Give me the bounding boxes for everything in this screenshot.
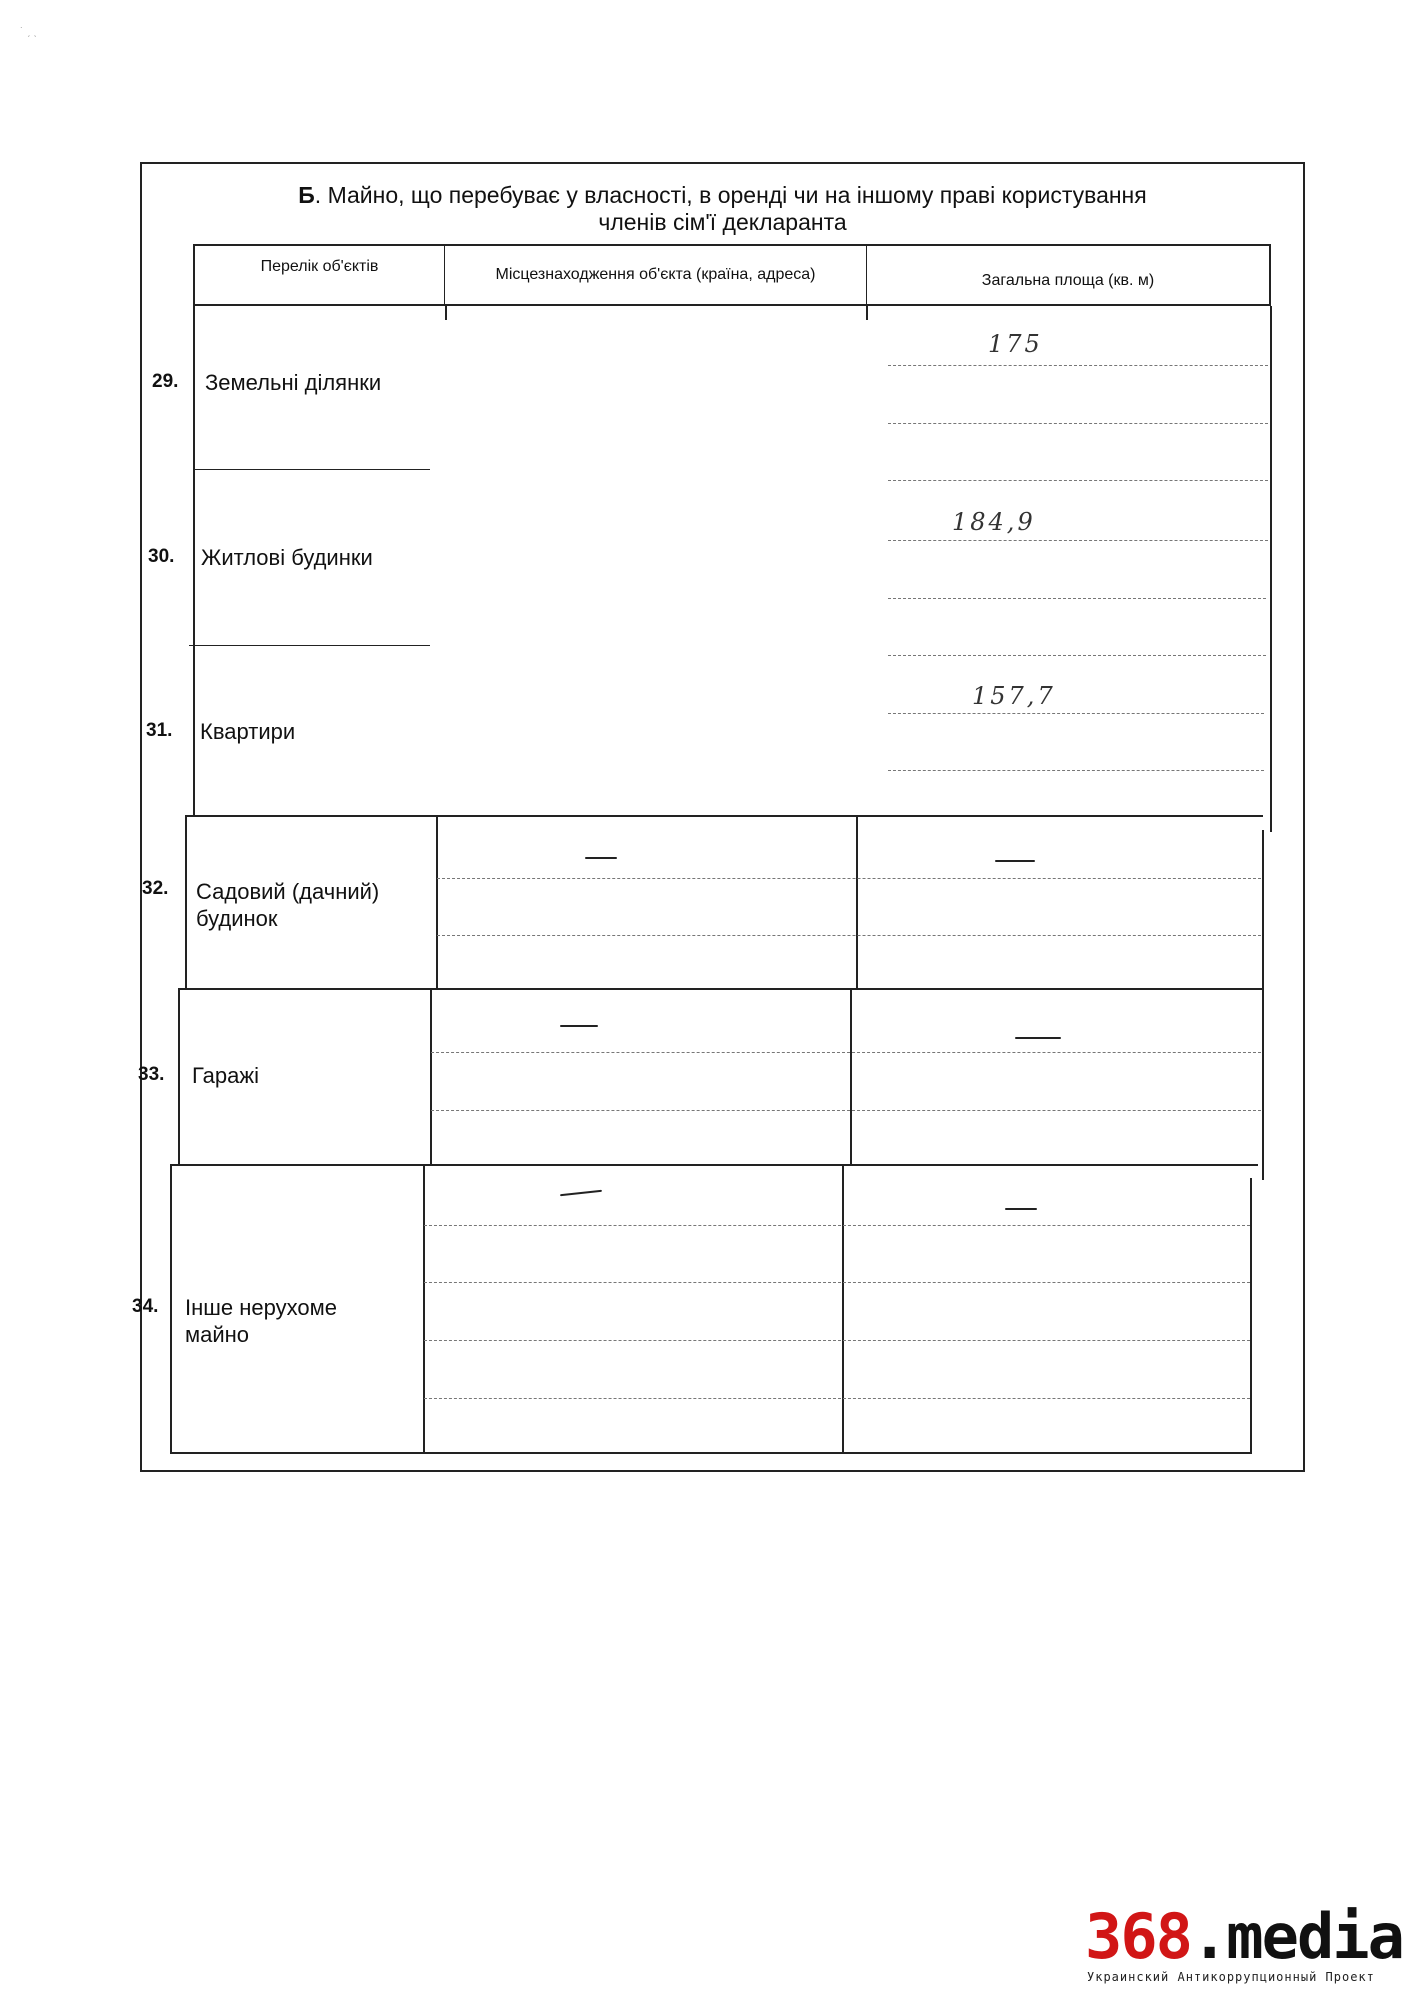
col1-sep-32 (436, 815, 438, 990)
row-line (437, 935, 1261, 936)
col1-sep-34 (423, 1164, 425, 1454)
area-line (888, 770, 1264, 771)
row-label-land: Земельні ділянки (205, 370, 382, 395)
area-line (888, 480, 1268, 481)
header-location: Місцезнаходження об'єкта (країна, адреса) (445, 246, 867, 304)
area-line (888, 598, 1266, 599)
row-number-31: 31. (146, 720, 173, 741)
col1-sep-33 (430, 988, 432, 1166)
row32-bottom (178, 988, 1262, 990)
table-right-border-mid (1262, 830, 1264, 1180)
area-line (888, 713, 1264, 714)
area-value-other (1005, 1208, 1037, 1210)
row29-bottom (193, 469, 430, 470)
row-line (437, 878, 1261, 879)
row-line (424, 1282, 1250, 1283)
col2-sep-33 (850, 988, 852, 1166)
header-area: Загальна площа (кв. м) (981, 272, 1155, 289)
row30-bottom (189, 645, 430, 646)
area-line (888, 365, 1268, 366)
tick-2 (866, 306, 868, 320)
row-line (431, 1110, 1261, 1111)
col2-sep-32 (856, 815, 858, 990)
row-line (424, 1225, 1250, 1226)
col2-sep-34 (842, 1164, 844, 1454)
row-line (424, 1398, 1250, 1399)
row-number-30: 30. (148, 546, 175, 567)
row-number-33: 33. (138, 1064, 165, 1085)
area-line (888, 540, 1268, 541)
table-left-border-mid (185, 815, 187, 990)
row33-bottom (170, 1164, 1258, 1166)
table-bottom (170, 1452, 1252, 1454)
row-number-34: 34. (132, 1296, 159, 1317)
row-label-garden-house: Садовий (дачний) будинок (196, 879, 380, 931)
row-number-29: 29. (152, 371, 179, 392)
title-line1: . Майно, що перебуває у власності, в оренді чи на іншому праві користування (314, 182, 1147, 208)
table-header (193, 244, 1271, 306)
area-value-apartments: 157,7 (972, 682, 1056, 710)
area-line (888, 423, 1268, 424)
area-value-land: 175 (988, 330, 1043, 358)
area-line (888, 655, 1266, 656)
row-label-apartments: Квартири (200, 719, 296, 744)
logo-text: 368.media (1085, 1900, 1403, 1973)
tick-1 (445, 306, 447, 320)
table-left-border-bottom (170, 1164, 172, 1454)
scan-artifact: ˙ ˏ ˎ (20, 26, 38, 38)
location-value-garages (560, 1025, 598, 1027)
title-line2: членів сім'ї декларанта (598, 209, 847, 235)
row-line (431, 1052, 1261, 1053)
row-line (424, 1340, 1250, 1341)
logo-tagline: Украинский Антикоррупционный Проект (1087, 1970, 1375, 1984)
document-frame (140, 162, 1305, 1472)
row-number-32: 32. (142, 878, 169, 899)
row-label-houses: Житлові будинки (201, 545, 373, 570)
row-label-garages: Гаражі (192, 1063, 259, 1088)
area-value-houses: 184,9 (952, 508, 1036, 536)
section-letter: Б (298, 182, 315, 208)
table-right-border-bottom (1250, 1178, 1252, 1454)
table-right-border-top (1270, 306, 1272, 832)
header-objects: Перелік об'єктів (195, 246, 445, 304)
watermark-logo (1085, 1900, 1403, 1990)
area-value-garden (995, 860, 1035, 862)
location-value-garden (585, 857, 617, 859)
row-label-other-property: Інше нерухоме майно (185, 1295, 337, 1347)
row31-bottom (185, 815, 1263, 817)
table-left-border-mid2 (178, 988, 180, 1166)
area-value-garages (1015, 1037, 1061, 1039)
table-left-border-top (193, 306, 195, 816)
section-title (140, 182, 1305, 236)
